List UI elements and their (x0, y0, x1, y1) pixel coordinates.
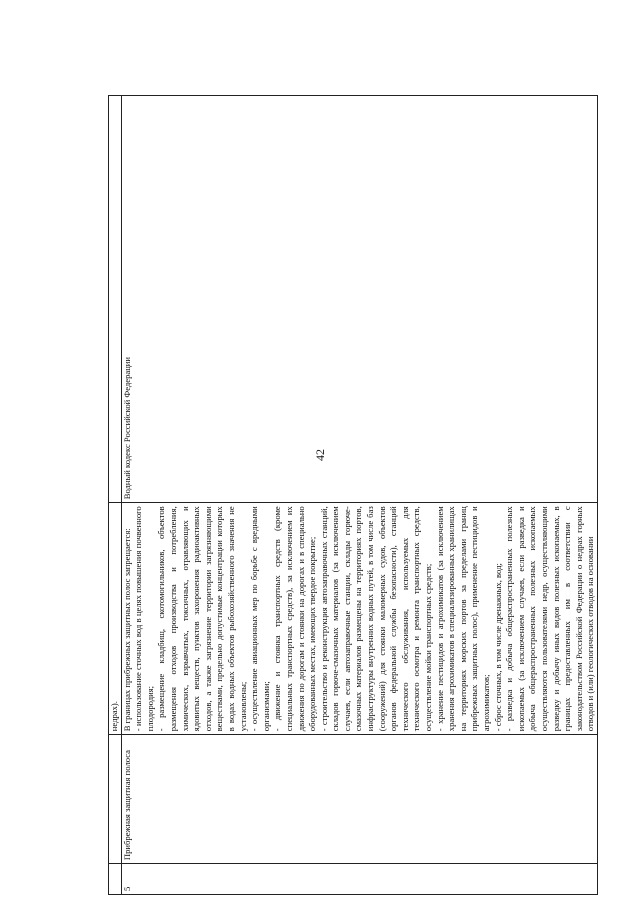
requirement-item: - разведка и добыча общераспространенных полезных ископаемых (за исключением случаев, если разведка и добыча общераспространенных полезных ископаемых осуществляются пользователями недр, осуществляющими разведку и добычу иных видов полезных ископаемых, в границах предоставленных им в соответствии с законодательством Российской Федерации о недрах горных отводов и (или) геологических отводов на основании (504, 506, 596, 732)
requirement-item: - хранение пестицидов и агрохимикатов (за исключением хранения агрохимикатов в специализированных хранилищах на территориях морских портов за пределами границ прибрежных защитных полос), применение пестицидов и агрохимикатов; (434, 506, 491, 732)
cont-cell-number (109, 864, 122, 895)
requirement-item: - движение и стоянка транспортных средств (кроме специальных транспортных средств), за исключением их движения по дорогам и стоянки на дорогах и в специально оборудованных местах, имеющих твердое покрытие; (272, 506, 318, 732)
requirement-item: - осуществление авиационных мер по борьбе с вредными организмами; (249, 506, 271, 732)
rotated-table-inner (108, 95, 640, 895)
table-row (121, 96, 597, 895)
rotated-table-wrapper (108, 95, 640, 895)
row-number: 5 (121, 864, 597, 895)
zone-restrictions-table (108, 95, 598, 895)
cont-cell-object (109, 735, 122, 864)
requirement-item: - использование сточных вод в целях повышения почвенного плодородия; (133, 506, 155, 732)
requirement-item: - строительство и реконструкция автозаправочных станций, складов горюче-смазочных материалов (за исключением случаев, если автозаправочные станции, склады горюче-смазочных материалов размещены на территориях портов, инфраструктуры внутренних водных путей, в том числе баз (сооружений) для стоянки маломерных судов, объектов органов федеральной службы безопасности), станций технического обслуживания, используемых для технического осмотра и ремонта транспортных средств, осуществление мойки транспортных средств; (318, 506, 434, 732)
continuation-row (109, 96, 122, 895)
row-requirements (121, 503, 597, 735)
requirement-item: В границах прибрежных защитных полос запрещается: (121, 528, 132, 732)
row-object: Прибрежная защитная полоса (121, 735, 597, 864)
cont-cell-requirements: недрах). (109, 503, 122, 735)
page-number: 42 (313, 449, 327, 461)
cont-cell-source (109, 96, 122, 503)
row-source: Водный кодекс Российской Федерации (121, 96, 597, 503)
requirement-item: - сброс сточных, в том числе дренажных, вод; (492, 563, 503, 732)
requirement-item: - размещение кладбищ, скотомогильников, объектов размещения отходов производства и потребления, химических, взрывчатых, токсичных, отравляющих и ядовитых веществ, пунктов захоронения радиоактивных отходов, а также загрязнение территории загрязняющими веществами, предельно допустимые концентрации которых в водах водных объектов рыбохозяйственного значения не установлены; (156, 506, 248, 732)
